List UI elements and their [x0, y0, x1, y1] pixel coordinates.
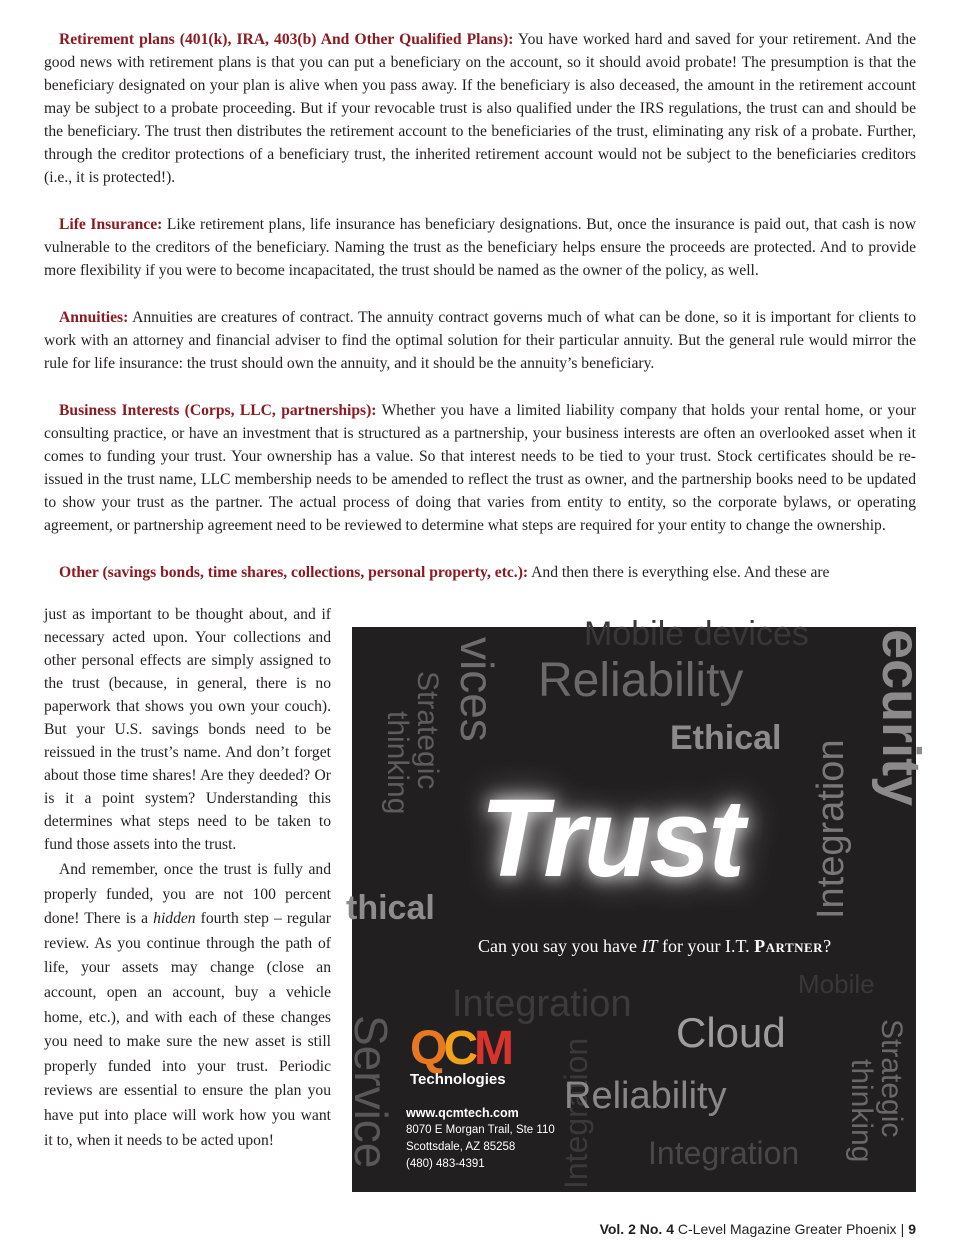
logo-m: M [474, 1022, 510, 1075]
bg-word: Service [345, 1015, 397, 1169]
page-number: 9 [908, 1221, 916, 1237]
phone-number: (480) 483-4391 [406, 1158, 485, 1170]
tagline-partner: Partner [754, 936, 824, 956]
bg-word: Integration [558, 1037, 594, 1189]
section-business-interests [44, 399, 916, 537]
logo-subtitle: Technologies [410, 1071, 506, 1088]
qcm-advertisement [345, 615, 931, 1192]
bg-word: Integration [810, 739, 852, 919]
section-text: Like retirement plans, life insurance has beneficiary designations. But, once the insurance is paid out, that cash is now vulnerable to the creditors of the beneficiary. Naming the trust as the beneficiary helps ensure the proceeds are protected. And to provide more flexibility if you were to become incapacitated, the trust should be named as the owner of the policy, as well. [44, 216, 916, 279]
bg-word: thinking [381, 711, 414, 815]
logo-mark [410, 1022, 510, 1075]
section-heading: Other (savings bonds, time shares, collections, personal property, etc.): [59, 564, 529, 581]
section-retirement [44, 28, 916, 189]
headline-trust: Trust [480, 777, 744, 900]
column-paragraph: just as important to be thought about, and if necessary acted upon. Your collections and other personal effects are simply assigned to the trust (because, in general, there is no paperwork that shows you own your couch). But your U.S. savings bonds need to be reissued in the trust’s name. And don’t forget about those time shares! Are they deeded? Or is it a point system? Understanding this determines what steps need to be taken to fund those assets into the trust. [44, 606, 331, 853]
bg-word: thinking [845, 1059, 878, 1163]
qcm-logo [410, 1022, 510, 1088]
bg-word: Mobile devices [584, 615, 809, 653]
tagline-text: Can you say you have [478, 936, 642, 956]
bg-word: Integration [452, 983, 632, 1025]
review-text: And remember, once the trust is fully and properly funded, you are not 100 percent done! There is a [44, 861, 331, 928]
section-heading: Life Insurance: [59, 216, 163, 233]
magazine-name: C-Level Magazine Greater Phoenix [677, 1221, 897, 1237]
bg-word: Cloud [676, 1009, 786, 1056]
section-heading: Retirement plans (401(k), IRA, 403(b) And Other Qualified Plans): [59, 31, 514, 48]
bg-word: Integration [648, 1135, 800, 1171]
issue-number: Vol. 2 No. 4 [599, 1221, 674, 1237]
bg-word: vices [451, 637, 503, 742]
tagline-it: IT [641, 936, 658, 956]
section-heading: Annuities: [59, 309, 129, 326]
logo-c: C [443, 1022, 475, 1075]
section-annuities [44, 306, 916, 375]
bg-word: Mobile [798, 969, 875, 999]
section-text: And then there is everything else. And these are [528, 564, 830, 581]
ad-tagline [478, 936, 831, 957]
section-life-insurance [44, 213, 916, 282]
section-other [44, 561, 916, 584]
bg-word: Reliability [564, 1075, 727, 1117]
footer-divider: | [900, 1221, 905, 1237]
page-footer [600, 1221, 916, 1237]
address-line: 8070 E Morgan Trail, Ste 110 [406, 1124, 555, 1136]
bg-word: Reliability [538, 654, 744, 707]
bg-word: ecurity [871, 629, 931, 807]
review-text-end: fourth step – regular review. As you continue through the path of life, your assets may change (close an account, open an account, buy a vehicle home, etc.), and with each of these changes you need to make sure the new asset is still properly funded into your trust. Periodic reviews are essential to ensure the plan you have put into place will work how you want it to, when it needs to be acted upon! [44, 910, 331, 1149]
section-text: Annuities are creatures of contract. The annuity contract governs much of what can be done, so it is important for clients to work with an attorney and financial adviser to find the optimal solution for their particular annuity. But the general rule would mirror the rule for life insurance: the trust should own the annuity, and it should be the annuity’s beneficiary. [44, 309, 916, 372]
section-heading: Business Interests (Corps, LLC, partnerships): [59, 402, 377, 419]
article-body [44, 28, 916, 584]
contact-block [406, 1105, 555, 1173]
section-text: You have worked hard and saved for your retirement. And the good news with retirement plans is that you can put a beneficiary on the account, so it should avoid probate! The presumption is that the beneficiary designated on your plan is alive when you pass away. If the beneficiary is also deceased, the amount in the retirement account may be subject to a probate proceeding. But if your revocable trust is also qualified under the IRS regulations, the trust can and should be the beneficiary. The trust then distributes the retirement account to the beneficiaries of the trust, eliminating any risk of a probate. Further, through the creditor protections of a beneficiary trust, the inherited retirement account would not be subject to the beneficiaries creditors (i.e., it is protected!). [44, 31, 916, 186]
tagline-text: ? [823, 936, 832, 956]
bg-word: thical [346, 889, 435, 927]
tagline-text: for your I.T. [657, 936, 755, 956]
website-link[interactable]: www.qcmtech.com [406, 1106, 519, 1120]
logo-q: Q [410, 1022, 444, 1075]
review-emphasis: hidden [153, 910, 196, 928]
section-text: Whether you have a limited liability company that holds your rental home, or your consulting practice, or have an investment that is structured as a partnership, your business interests are often an overlooked asset when it comes to funding your trust. Your ownership has a value. So that interest needs to be tied to your trust. Stock certificates should be re-issued in the trust name, LLC membership needs to be amended to reflect the trust as owner, and the partnership books need to be updated to show your trust as the partner. The actual process of doing that varies from entity to entity, so the corporate bylaws, or operating agreement, or partnership agreement need to be reviewed to determine what steps are required for your entity to change the ownership. [44, 402, 916, 534]
address-line: Scottsdale, AZ 85258 [406, 1141, 516, 1153]
bg-word: Ethical [670, 719, 782, 757]
bg-word: Strategic [411, 671, 444, 790]
bg-word: Strategic [875, 1019, 908, 1138]
column-paragraph-review [44, 858, 331, 1153]
left-column [44, 603, 331, 1153]
